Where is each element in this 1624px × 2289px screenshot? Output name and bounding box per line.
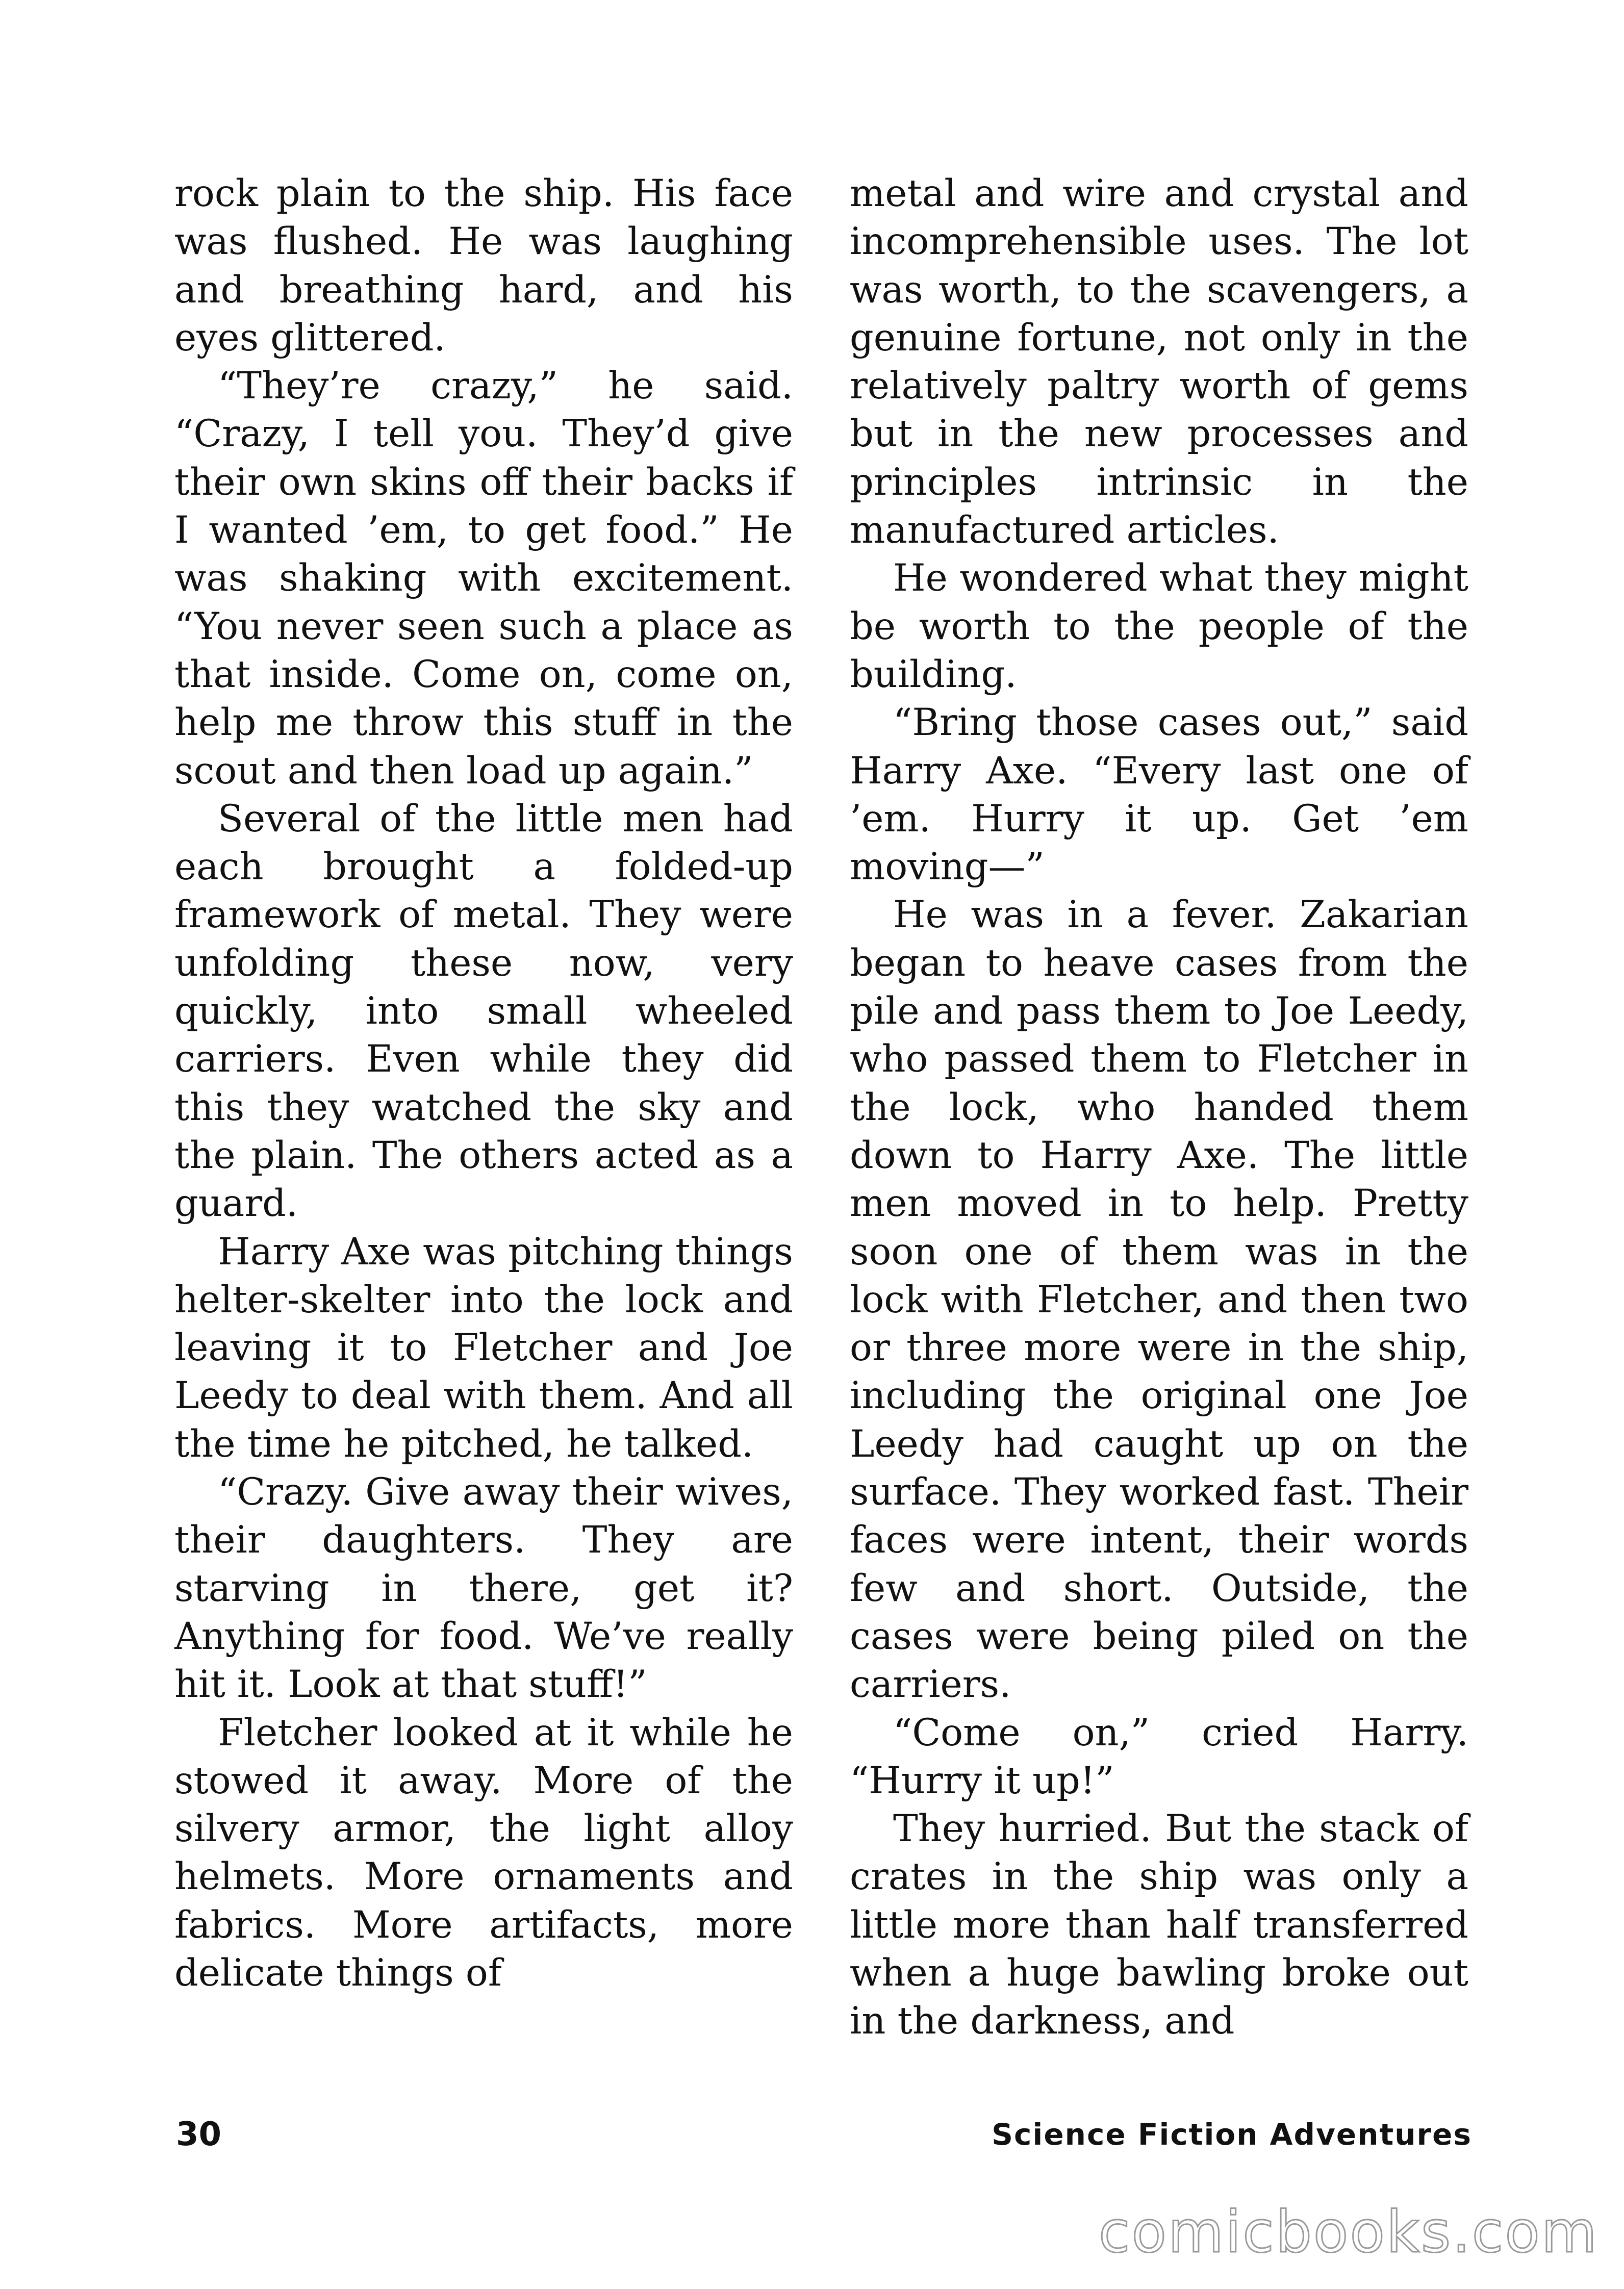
paragraph: rock plain to the ship. His face was flushed. He was laughing and breathing hard, and his eyes glittered. [174,172,793,360]
paragraph: He was in a fever. Zakarian began to heave cases from the pile and pass them to Joe Leedy, who passed them to Fletcher in the lock, who handed them down to Harry Axe. The little men moved in to help. Pretty soon one of them was in the lock with Fletcher, and then two or three more were in the ship, including the original one Joe Leedy had caught up on the surface. They worked fast. Their faces were intent, their words few and short. Outside, the cases were being piled on the carriers. [850,893,1468,1707]
watermark: comicbooks.com [1098,2199,1598,2266]
page-number: 30 [176,2116,222,2153]
right-text-column [850,170,1468,2046]
paragraph: They hurried. But the stack of crates in the ship was only a little more than half transferred when a huge bawling broke out in the darkness, and [850,1807,1468,2043]
paragraph: Harry Axe was pitching things helter-skelter into the lock and leaving it to Fletcher and Joe Leedy to deal with them. And all the time he pitched, he talked. [174,1230,793,1466]
paragraph: “Come on,” cried Harry. “Hurry it up!” [850,1711,1468,1802]
paragraph: Fletcher looked at it while he stowed it away. More of the silvery armor, the light alloy helmets. More ornaments and fabrics. More artifacts, more delicate things of [174,1711,793,1995]
running-footer-title: Science Fiction Adventures [992,2117,1472,2152]
paragraph: “Crazy. Give away their wives, their daughters. They are starving in there, get it? Anything for food. We’ve really hit it. Look at that stuff!” [174,1470,793,1707]
paragraph: He wondered what they might be worth to the people of the building. [850,556,1468,696]
paragraph: “Bring those cases out,” said Harry Axe. “Every last one of ’em. Hurry it up. Get ’em moving—” [850,701,1468,889]
paragraph: Several of the little men had each brought a folded-up framework of metal. They were unfolding these now, very quickly, into small wheeled carriers. Even while they did this they watched the sky and the plain. The others acted as a guard. [174,797,793,1226]
paragraph: “They’re crazy,” he said. “Crazy, I tell you. They’d give their own skins off their backs if I wanted ’em, to get food.” He was shaking with excitement. “You never seen such a place as that inside. Come on, come on, help me throw this stuff in the scout and then load up again.” [174,364,793,793]
paragraph: metal and wire and crystal and incomprehensible uses. The lot was worth, to the scavengers, a genuine fortune, not only in the relatively paltry worth of gems but in the new processes and principles intrinsic in the manufactured articles. [850,172,1468,552]
left-text-column [174,170,793,1997]
